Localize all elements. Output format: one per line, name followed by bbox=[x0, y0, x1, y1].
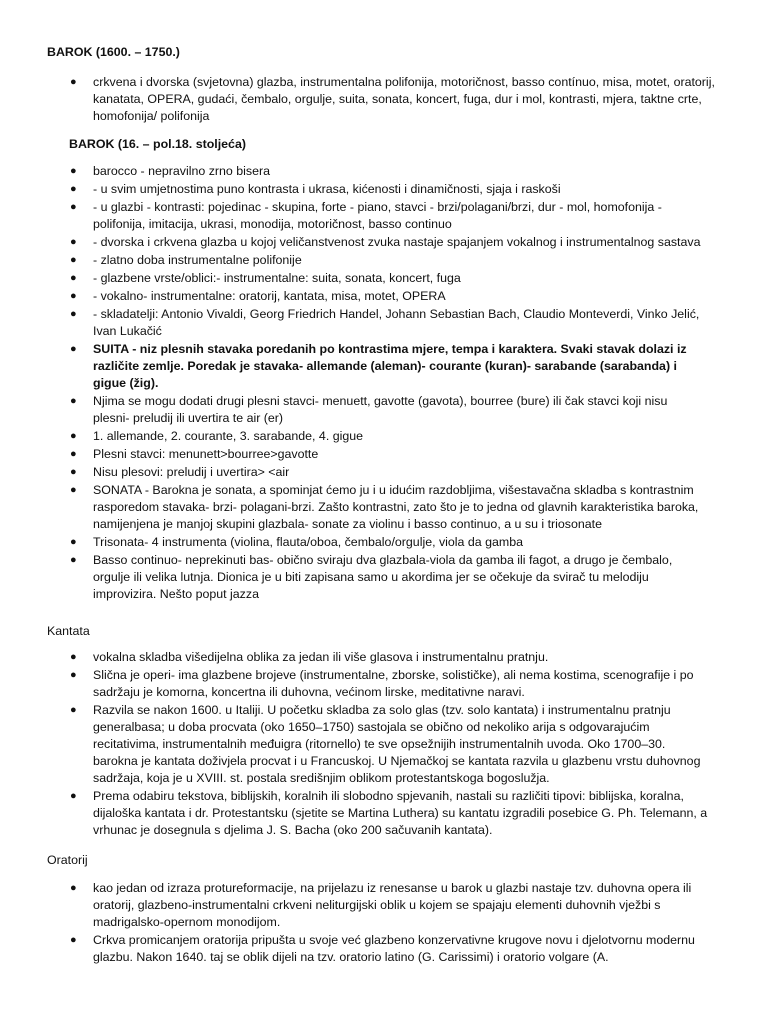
bullet-icon: ● bbox=[70, 554, 77, 566]
kantata-list bbox=[70, 649, 713, 840]
bullet-icon: ● bbox=[70, 254, 77, 266]
barok-list bbox=[70, 163, 703, 604]
list-item: ● - skladatelji: Antonio Vivaldi, Georg Friedrich Handel, Johann Sebastian Bach, Claudio Monteverdi, Vinko Jelić, Ivan Lukačić bbox=[70, 307, 700, 338]
list-item: ● barocco - nepravilno zrno bisera bbox=[70, 164, 271, 178]
list-item: ● - u glazbi - kontrasti: pojedinac - skupina, forte - piano, stavci - brzi/polagani/brzi, dur - mol, homofonija - polifonija, imitacija, ukrasi, monodija, motoričnost, basso continuo bbox=[70, 200, 662, 231]
bullet-icon: ● bbox=[70, 651, 77, 663]
bullet-icon: ● bbox=[70, 669, 77, 681]
bullet-icon: ● bbox=[70, 704, 77, 716]
bullet-icon: ● bbox=[70, 343, 77, 355]
list-item: ● - dvorska i crkvena glazba u kojoj veličanstvenost zvuka nastaje spajanjem vokalnog i instrumentalnog sastava bbox=[70, 235, 701, 249]
list-item: ● Basso continuo- neprekinuti bas- obično sviraju dva glazbala-viola da gamba ili fagot, a drugo je čembalo, orgulje ili velika lutnja. Dionica je u biti zapisana samo u akordima jer se očekuje da svirač tu melodiju improvizira. Nešto poput jazza bbox=[70, 553, 673, 601]
list-item: ● - zlatno doba instrumentalne polifonije bbox=[70, 253, 302, 267]
oratorij-list bbox=[70, 880, 713, 967]
bullet-icon: ● bbox=[70, 448, 77, 460]
bullet-icon: ● bbox=[70, 430, 77, 442]
list-item: ● SUITA - niz plesnih stavaka poredanih po kontrastima mjere, tempa i karaktera. Svaki stavak dolazi iz različite zemlje. Poredak je stavaka- allemande (aleman)- courante (kuran)- sarabande (sarabanda) i gigue (žig). bbox=[70, 342, 687, 390]
main-title: BAROK (1600. – 1750.) bbox=[47, 45, 180, 59]
list-item: ● Crkva promicanjem oratorija pripušta u svoje već glazbeno konzervativne krugove novu i djelotvornu modernu glazbu. Nakon 1640. taj se oblik dijeli na tzv. oratorio latino (G. Carissimi) i oratorio volgare (A. bbox=[70, 933, 695, 964]
section-title-kantata: Kantata bbox=[47, 624, 90, 638]
list-item: ● Plesni stavci: menunett>bourree>gavotte bbox=[70, 447, 319, 461]
list-item: ● Razvila se nakon 1600. u Italiji. U početku skladba za solo glas (tzv. solo kantata) i instrumentalnu pratnju generalbasa; u doba procvata (oko 1650–1750) sastojala se obično od nekoliko arija s odgovarajućim recitativima, instrumentalnih međuigra (ritornello) te sve opsežnijih instrumentalnih uvoda. Oko 1700–30. barokna je kantata doživjela procvat i u Francuskoj. U Njemačkoj se kantata razvila u glazbenu vrstu duhovnog sadržaja, koja je u XVIII. st. postala središnjim oblikom protestantskoga bogoslužja. bbox=[70, 703, 701, 785]
list-item: ● Nisu plesovi: preludij i uvertira> <air bbox=[70, 465, 290, 479]
list-item: ● vokalna skladba višedijelna oblika za jedan ili više glasova i instrumentalnu pratnju. bbox=[70, 650, 549, 664]
list-item: ● SONATA - Barokna je sonata, a spominjat ćemo ju i u idućim razdobljima, višestavačna skladba s kontrastnim rasporedom stavaka- brzi- polagani-brzi. Zašto kontrastni, zato što je to jedna od glavnih karakteristika baroka, namijenjena je manjoj skupini glazbala- sonate za violinu i basso continuo, a u su i triosonate bbox=[70, 483, 699, 531]
list-item: ● Njima se mogu dodati drugi plesni stavci- menuett, gavotte (gavota), bourree (bure) ili čak stavci koji nisu plesni- preludij ili uvertira te air (er) bbox=[70, 394, 668, 425]
list-item: ● crkvena i dvorska (svjetovna) glazba, instrumentalna polifonija, motoričnost, basso contínuo, misa, motet, oratorij, kanatata, OPERA, gudaći, čembalo, orgulje, suita, sonata, koncert, fuga, dur i mol, kontrasti, mjera, taktne crte, homofonija/ polifonija bbox=[70, 75, 715, 123]
bullet-icon: ● bbox=[70, 466, 77, 478]
list-item: ● - glazbene vrste/oblici:- instrumentalne: suita, sonata, koncert, fuga bbox=[70, 271, 461, 285]
bullet-icon: ● bbox=[70, 308, 77, 320]
bullet-icon: ● bbox=[70, 201, 77, 213]
list-item: ● kao jedan od izraza protureformacije, na prijelazu iz renesanse u barok u glazbi nastaje tzv. duhovna opera ili oratorij, glazbeno-instrumentalni crkveni neliturgijski oblik u kojem se spajaju elementi duhovnih vježbi s madrigalsko-opernom monodijom. bbox=[70, 881, 692, 929]
bullet-icon: ● bbox=[70, 165, 77, 177]
intro-list bbox=[70, 74, 721, 126]
bullet-icon: ● bbox=[70, 272, 77, 284]
list-item: ● - u svim umjetnostima puno kontrasta i ukrasa, kićenosti i dinamičnosti, sjaja i raskoši bbox=[70, 182, 561, 196]
list-item: ● Prema odabiru tekstova, biblijskih, koralnih ili slobodno spjevanih, nastali su različiti tipovi: biblijska, koralna, dijaloška kantata i dr. Protestantsku (sjetite se Martina Luthera) su kantatu izgradili posebice G. Ph. Telemann, a vrhunac je dosegnula s djelima J. S. Bacha (oko 200 sačuvanih kantata). bbox=[70, 789, 708, 837]
list-item: ● - vokalno- instrumentalne: oratorij, kantata, misa, motet, OPERA bbox=[70, 289, 446, 303]
bullet-icon: ● bbox=[70, 183, 77, 195]
list-item: ● 1. allemande, 2. courante, 3. sarabande, 4. gigue bbox=[70, 429, 364, 443]
bullet-icon: ● bbox=[70, 484, 77, 496]
bullet-icon: ● bbox=[70, 536, 77, 548]
section-title-oratorij: Oratorij bbox=[47, 853, 88, 867]
bullet-icon: ● bbox=[70, 790, 77, 802]
bullet-icon: ● bbox=[70, 290, 77, 302]
bullet-icon: ● bbox=[70, 236, 77, 248]
bullet-icon: ● bbox=[70, 882, 77, 894]
bullet-icon: ● bbox=[70, 395, 77, 407]
bullet-icon: ● bbox=[70, 76, 77, 88]
bullet-icon: ● bbox=[70, 934, 77, 946]
list-item: ● Trisonata- 4 instrumenta (violina, flauta/oboa, čembalo/orgulje, viola da gamba bbox=[70, 535, 524, 549]
list-item: ● Slična je operi- ima glazbene brojeve (instrumentalne, zborske, solističke), ali nema kostima, scenografije i po sadržaju je komorna, koncertna ili duhovna, većinom lirske, meditativne naravi. bbox=[70, 668, 694, 699]
section-title-barok: BAROK (16. – pol.18. stoljeća) bbox=[69, 137, 246, 151]
